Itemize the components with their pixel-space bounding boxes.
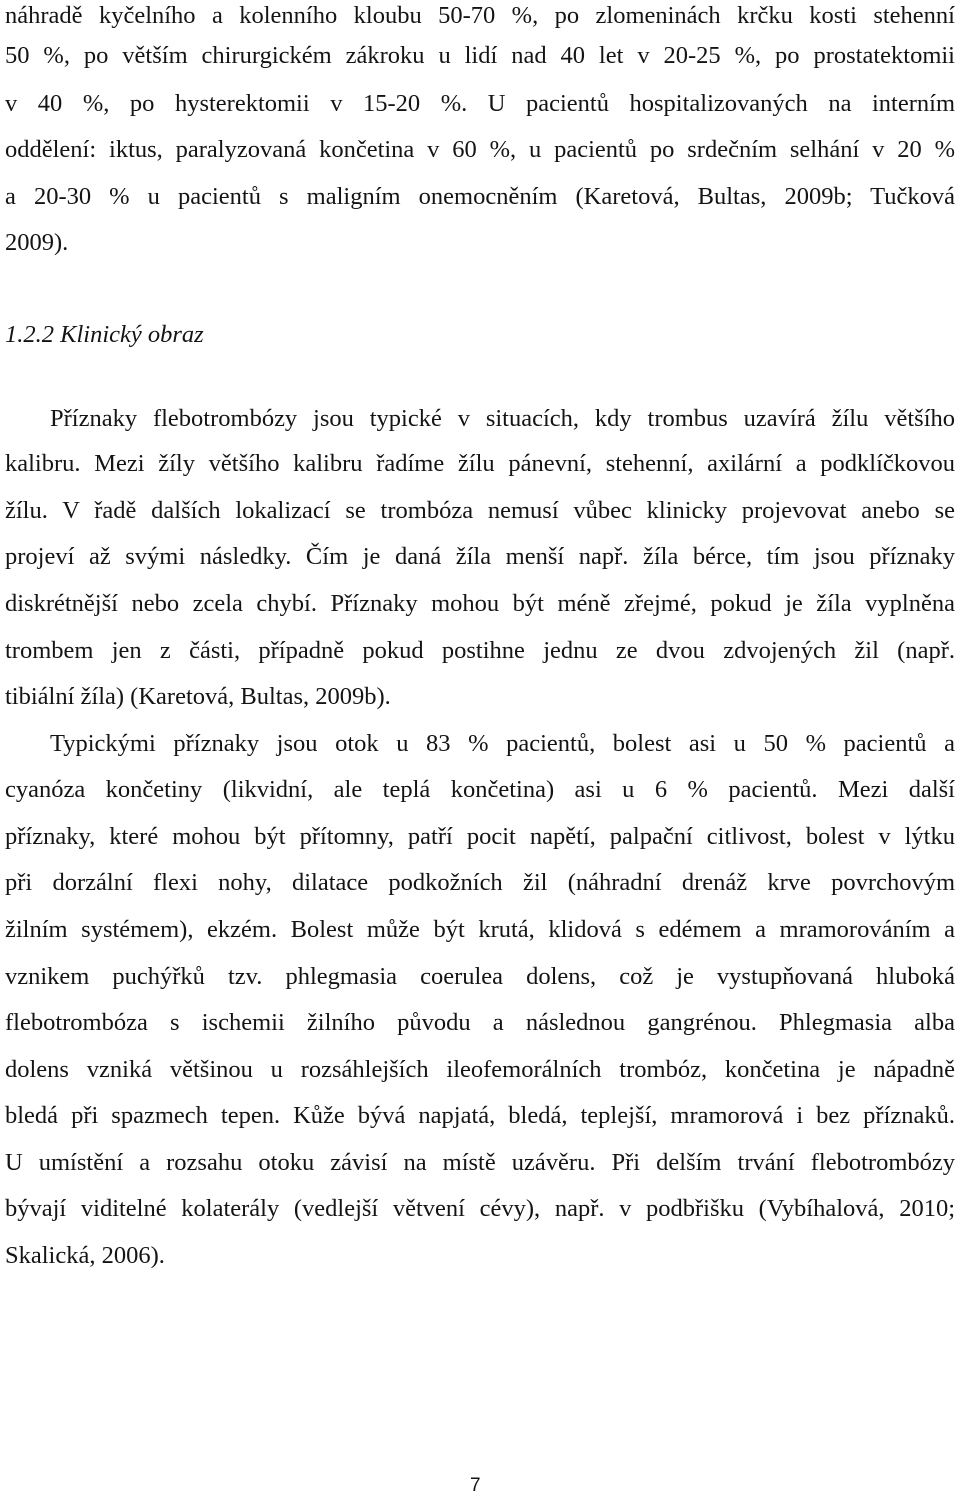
text-line: U umístění a rozsahu otoku závisí na místě uzávěru. Při delším trvání flebotrombózy <box>5 1149 955 1176</box>
text-line: v 40 %, po hysterektomii v 15-20 %. U pacientů hospitalizovaných na interním <box>5 90 955 117</box>
text-line: dolens vzniká většinou u rozsáhlejších ileofemorálních trombóz, končetina je nápadně <box>5 1056 955 1083</box>
text-line: diskrétnější nebo zcela chybí. Příznaky mohou být méně zřejmé, pokud je žíla vyplněna <box>5 590 955 617</box>
text-line: žílu. V řadě dalších lokalizací se trombóza nemusí vůbec klinicky projevovat anebo se <box>5 497 955 524</box>
section-heading: 1.2.2 Klinický obraz <box>5 321 204 348</box>
text-line: oddělení: iktus, paralyzovaná končetina v 60 %, u pacientů po srdečním selhání v 20 % <box>5 136 955 163</box>
text-line: 2009). <box>5 229 69 256</box>
text-line: vznikem puchýřků tzv. phlegmasia coerulea dolens, což je vystupňovaná hluboká <box>5 963 955 990</box>
text-line: a 20-30 % u pacientů s maligním onemocněním (Karetová, Bultas, 2009b; Tučková <box>5 183 955 210</box>
text-line: Typickými příznaky jsou otok u 83 % pacientů, bolest asi u 50 % pacientů a <box>50 730 955 757</box>
text-line: tibiální žíla) (Karetová, Bultas, 2009b). <box>5 683 391 710</box>
text-line: Příznaky flebotrombózy jsou typické v situacích, kdy trombus uzavírá žílu většího <box>50 405 955 432</box>
text-line: projeví až svými následky. Čím je daná žíla menší např. žíla bérce, tím jsou příznaky <box>5 543 955 570</box>
page-number: 7 <box>470 1475 481 1496</box>
text-line: náhradě kyčelního a kolenního kloubu 50-70 %, po zlomeninách krčku kosti stehenní <box>5 2 955 29</box>
text-line: Skalická, 2006). <box>5 1242 165 1269</box>
text-line: při dorzální flexi nohy, dilatace podkožních žil (náhradní drenáž krve povrchovým <box>5 869 955 896</box>
text-line: bledá při spazmech tepen. Kůže bývá napjatá, bledá, teplejší, mramorová i bez příznaků. <box>5 1102 955 1129</box>
text-line: cyanóza končetiny (likvidní, ale teplá končetina) asi u 6 % pacientů. Mezi další <box>5 776 955 803</box>
text-line: 50 %, po větším chirurgickém zákroku u lidí nad 40 let v 20-25 %, po prostatektomii <box>5 42 955 69</box>
text-line: žilním systémem), ekzém. Bolest může být krutá, klidová s edémem a mramorováním a <box>5 916 955 943</box>
text-line: bývají viditelné kolaterály (vedlejší větvení cévy), např. v podbřišku (Vybíhalová, 2010; <box>5 1195 955 1222</box>
text-line: příznaky, které mohou být přítomny, patří pocit napětí, palpační citlivost, bolest v lýtku <box>5 823 955 850</box>
text-line: flebotrombóza s ischemii žilního původu a následnou gangrénou. Phlegmasia alba <box>5 1009 955 1036</box>
text-line: trombem jen z části, případně pokud postihne jednu ze dvou zdvojených žil (např. <box>5 637 955 664</box>
text-line: kalibru. Mezi žíly většího kalibru řadíme žílu pánevní, stehenní, axilární a podklíčkovou <box>5 450 955 477</box>
